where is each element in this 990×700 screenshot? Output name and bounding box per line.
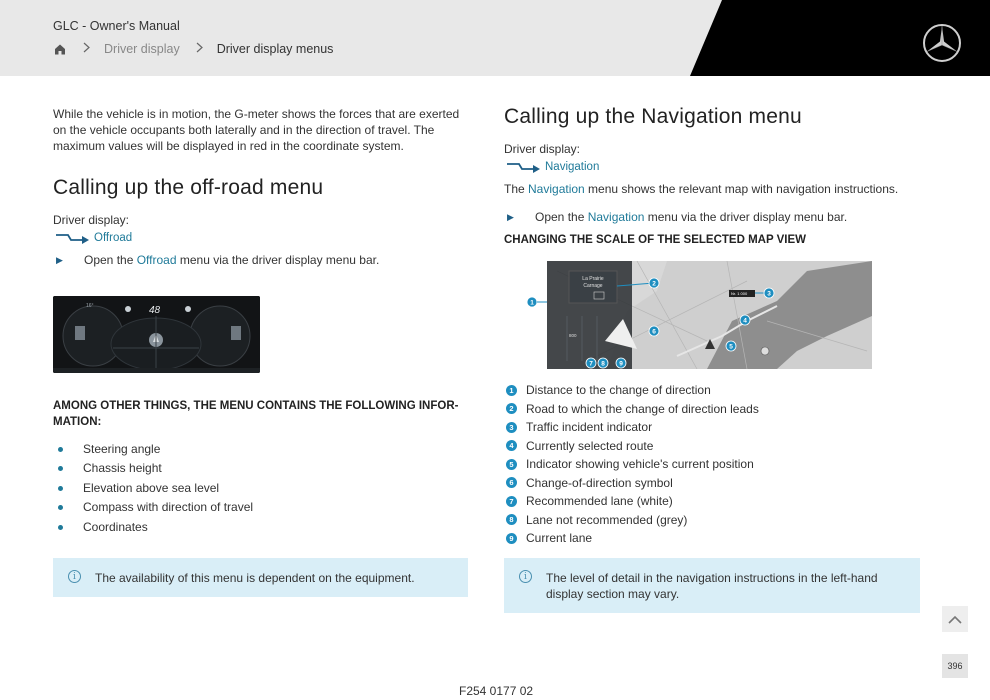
legend-text: Current lane (526, 531, 593, 546)
menu-contents-heading-line1: AMONG OTHER THINGS, THE MENU CONTAINS THE FOLLOWING INFOR- (53, 400, 459, 412)
legend-text: Change-of-direction symbol (526, 475, 673, 490)
callout-1-marker (526, 296, 548, 308)
step-triangle-icon: ▶ (507, 212, 514, 222)
svg-text:2: 2 (652, 280, 656, 288)
g-meter-intro: While the vehicle is in motion, the G-meter shows the forces that are exerted on the vehicle occupants both laterally and in the direction of travel. The maximum values will be displayed in red in the coordinate system. (53, 107, 460, 153)
list-item (504, 400, 759, 419)
number-badge: 1 (506, 385, 517, 396)
svg-text:3: 3 (767, 290, 771, 298)
navigation-map-image (547, 261, 872, 369)
offroad-instruction (84, 252, 379, 268)
list-item: Elevation above sea level (53, 481, 253, 500)
breadcrumb-current: Driver display menus (216, 42, 334, 56)
figure-code: F254 0177 02 (459, 684, 534, 698)
list-item (504, 418, 759, 437)
page-header (0, 0, 990, 76)
list-item (504, 511, 759, 530)
instruction-text: menu via the driver display menu bar. (176, 253, 380, 267)
list-item (504, 437, 759, 456)
mercedes-star-logo[interactable] (922, 23, 962, 63)
list-item (504, 381, 759, 400)
navigation-heading: Calling up the Navigation menu (504, 105, 802, 128)
number-badge: 7 (506, 496, 517, 507)
driver-display-label: Driver display: (504, 142, 581, 156)
svg-text:1: 1 (530, 299, 534, 307)
legend-text: Traffic incident indicator (526, 420, 653, 435)
chevron-up-icon (948, 615, 962, 624)
dash-temp: 16° (86, 303, 94, 309)
offroad-inline-link[interactable]: Offroad (136, 253, 177, 267)
map-legend-list (504, 381, 759, 548)
offroad-display-image (53, 296, 260, 373)
svg-text:7: 7 (589, 360, 593, 368)
map-place-line2: Carnage (583, 283, 603, 289)
svg-text:5: 5 (729, 343, 733, 351)
home-icon[interactable] (53, 42, 67, 56)
instruction-text: Open the (535, 210, 588, 224)
number-badge: 8 (506, 514, 517, 525)
chevron-right-icon (83, 42, 90, 56)
navigation-instruction (535, 209, 847, 225)
page-number: 396 (942, 654, 968, 678)
map-place-line1: La Prairie (582, 276, 604, 282)
navigation-menu-path (507, 161, 599, 173)
legend-text: Distance to the change of direction (526, 383, 711, 398)
number-badge: 2 (506, 403, 517, 414)
info-note-text: The availability of this menu is dependent on the equipment. (95, 571, 415, 585)
number-badge: 5 (506, 459, 517, 470)
offroad-info-note (53, 558, 468, 597)
number-badge: 3 (506, 422, 517, 433)
navigation-inline-link[interactable]: Navigation (587, 210, 645, 224)
info-icon: i (68, 570, 81, 583)
navigation-inline-link[interactable]: Navigation (528, 182, 585, 196)
svg-text:4: 4 (743, 317, 747, 325)
instruction-text: menu via the driver display menu bar. (644, 210, 848, 224)
breadcrumb-driver-display[interactable]: Driver display (104, 42, 180, 56)
menu-contents-heading-line2: MATION: (53, 416, 102, 428)
description-text: The (504, 182, 529, 196)
manual-title: GLC - Owner's Manual (53, 19, 180, 33)
list-item (504, 455, 759, 474)
list-item: Chassis height (53, 461, 253, 480)
info-note-text: The level of detail in the navigation instructions in the left-hand display section may vary. (546, 571, 878, 601)
navigation-link[interactable]: Navigation (545, 161, 600, 173)
menu-contents-heading (53, 398, 458, 430)
legend-text: Lane not recommended (grey) (526, 512, 688, 527)
offroad-link[interactable]: Offroad (94, 232, 133, 244)
list-item (504, 529, 759, 548)
description-text: menu shows the relevant map with navigation instructions. (584, 182, 899, 196)
menu-contents-list (53, 442, 253, 539)
dash-speed: 48 (149, 305, 161, 316)
offroad-heading: Calling up the off-road menu (53, 176, 324, 199)
breadcrumb (53, 42, 333, 56)
chevron-right-icon (196, 42, 203, 56)
list-item: Steering angle (53, 442, 253, 461)
legend-text: Currently selected route (526, 438, 654, 453)
map-distance-badge: Nr. 1 000 (731, 291, 748, 296)
legend-text: Road to which the change of direction leads (526, 401, 759, 416)
list-item (504, 492, 759, 511)
navigation-description (504, 181, 898, 197)
list-item (504, 474, 759, 493)
list-item: Coordinates (53, 520, 253, 539)
legend-text: Indicator showing vehicle's current position (526, 457, 754, 472)
menu-path-arrow-icon (507, 161, 541, 173)
scroll-to-top-button[interactable] (942, 606, 968, 632)
number-badge: 9 (506, 533, 517, 544)
offroad-menu-path (56, 232, 132, 244)
svg-text:9: 9 (619, 360, 623, 368)
map-scale-heading: CHANGING THE SCALE OF THE SELECTED MAP VIEW (504, 234, 806, 246)
menu-path-arrow-icon (56, 232, 90, 244)
list-item: Compass with direction of travel (53, 500, 253, 519)
svg-text:8: 8 (601, 360, 605, 368)
number-badge: 4 (506, 440, 517, 451)
instruction-text: Open the (84, 253, 137, 267)
svg-text:6: 6 (652, 328, 656, 336)
step-triangle-icon: ▶ (56, 255, 63, 265)
map-lane-distance: 800 (569, 333, 577, 338)
number-badge: 6 (506, 477, 517, 488)
navigation-info-note (504, 558, 920, 613)
info-icon: i (519, 570, 532, 583)
legend-text: Recommended lane (white) (526, 494, 673, 509)
driver-display-label: Driver display: (53, 213, 130, 227)
